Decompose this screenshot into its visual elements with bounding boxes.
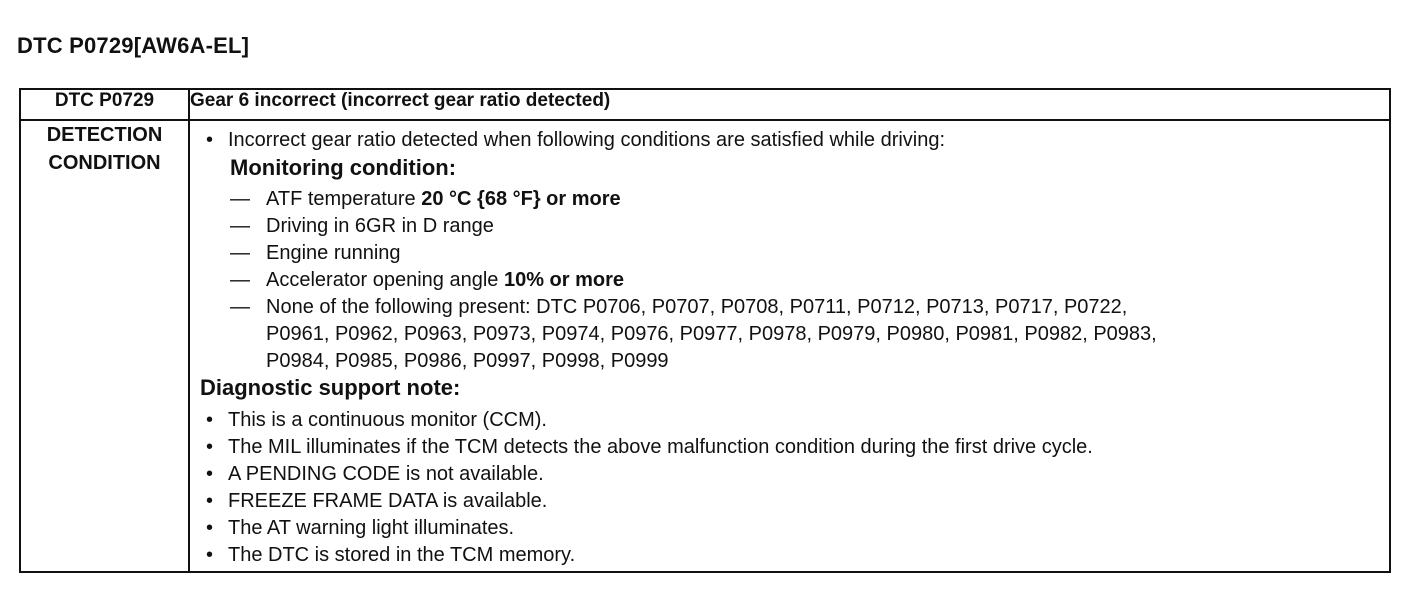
diag-note-item: [200, 434, 1093, 460]
bullet-icon: •: [206, 129, 214, 151]
diag-note-text: The MIL illuminates if the TCM detects the above malfunction condition during the first drive cycle.: [228, 436, 1093, 458]
row-label-cell: [20, 120, 189, 572]
dash-icon: —: [230, 215, 250, 237]
condition-item: [230, 240, 401, 266]
diag-note-item: [200, 542, 575, 568]
row-label-line-1: DETECTION: [46, 124, 163, 146]
bullet-icon: •: [206, 490, 214, 512]
bullet-icon: •: [206, 436, 214, 458]
row-label-line-2: CONDITION: [48, 152, 161, 174]
intro-bullet-text: Incorrect gear ratio detected when following conditions are satisfied while driving:: [228, 129, 946, 151]
condition-text: Accelerator opening angle: [266, 269, 504, 291]
condition-emphasis: 20 °C {68 °F} or more: [421, 188, 621, 210]
dash-icon: —: [230, 188, 250, 210]
diag-note-text: The AT warning light illuminates.: [228, 517, 515, 539]
detection-condition-cell: [189, 120, 1390, 572]
diag-note-text: A PENDING CODE is not available.: [228, 463, 544, 485]
intro-bullet-item: [200, 127, 945, 153]
table-header-row: [20, 89, 1390, 120]
diag-note-item: [200, 461, 544, 487]
condition-text: ATF temperature: [266, 188, 422, 210]
condition-continuation-line: P0961, P0962, P0963, P0973, P0974, P0976, P0977, P0978, P0979, P0980, P0981, P0982, P0983,: [266, 323, 1157, 345]
condition-item: [230, 186, 621, 212]
condition-continuation-line: P0984, P0985, P0986, P0997, P0998, P0999: [266, 350, 669, 372]
bullet-icon: •: [206, 544, 214, 566]
condition-item: [230, 213, 494, 239]
bullet-icon: •: [206, 517, 214, 539]
diag-note-item: [200, 488, 547, 514]
condition-item: [230, 267, 624, 293]
dtc-code-cell: DTC P0729: [20, 89, 189, 120]
diag-note-item: [200, 515, 514, 541]
dtc-description-cell: Gear 6 incorrect (incorrect gear ratio detected): [189, 89, 1390, 120]
condition-text: Driving in 6GR in D range: [266, 215, 494, 237]
diag-note-text: This is a continuous monitor (CCM).: [228, 409, 547, 431]
dash-icon: —: [230, 242, 250, 264]
diagnostic-support-heading: Diagnostic support note:: [200, 375, 461, 400]
detection-condition-row: [20, 120, 1390, 572]
monitoring-condition-heading: Monitoring condition:: [230, 155, 457, 180]
condition-emphasis: 10% or more: [503, 269, 625, 291]
bullet-icon: •: [206, 463, 214, 485]
dash-icon: —: [230, 269, 250, 291]
dash-icon: —: [230, 296, 250, 318]
condition-text: None of the following present: DTC P0706, P0707, P0708, P0711, P0712, P0713, P0717, P0722,: [266, 296, 1128, 318]
condition-text: Engine running: [266, 242, 401, 264]
bullet-icon: •: [206, 409, 214, 431]
condition-item: [230, 294, 1127, 320]
diag-note-item: [200, 407, 547, 433]
diag-note-text: The DTC is stored in the TCM memory.: [228, 544, 576, 566]
dtc-table: [19, 88, 1391, 573]
diag-note-text: FREEZE FRAME DATA is available.: [228, 490, 548, 512]
page-title: DTC P0729[AW6A-EL]: [17, 33, 250, 58]
